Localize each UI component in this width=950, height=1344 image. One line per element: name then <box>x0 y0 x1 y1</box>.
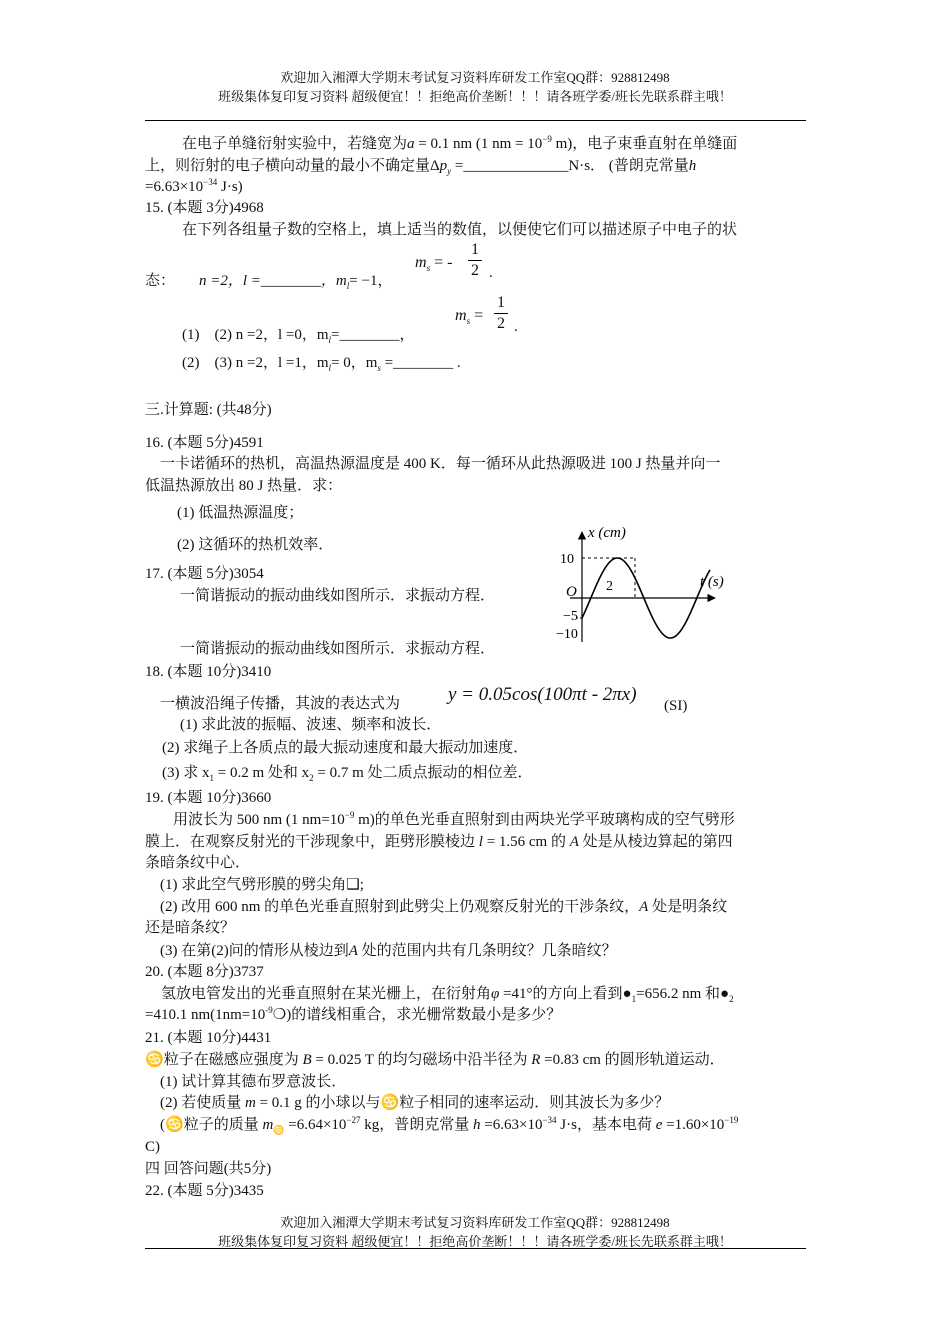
footer-line-1: 欢迎加入湘潭大学期末考试复习资料库研发工作室QQ群：928812498 <box>280 1215 670 1230</box>
q16-part-1: (1) 低温热源温度； <box>177 505 304 521</box>
q20-line-2: =410.1 $nm(1nm=10^{-9}❍)$的谱线相重合，求光栅常数最小是多少？ <box>145 1005 562 1023</box>
q15-row-2: (1) (2) n =2，l =0，$m_l=\_\_\_\_\_\_\_\_$， <box>182 327 415 345</box>
q15-intro: 在下列各组量子数的空格上，填上适当的数值，以便使它们可以描述原子中电子的状 <box>182 222 738 238</box>
q22-title: 22. (本题 5分)3435 <box>145 1183 264 1199</box>
q16-title: 16. (本题 5分)4591 <box>145 435 264 451</box>
q20-line-1: 氢放电管发出的光垂直照射在某光栅上，在衍射角φ =41°的方向上看到$●_1=656.2$ nm 和$●_2$ <box>161 986 734 1004</box>
section-3-title: 三.计算题: (共48分) <box>145 402 272 418</box>
q20-title: 20. (本题 8分)3737 <box>145 964 264 980</box>
q19-line-3: 条暗条纹中心． <box>145 855 251 871</box>
q17-line-1: 一简谐振动的振动曲线如图所示．求振动方程． <box>180 588 496 604</box>
q21-part-1: (1) 试计算其德布罗意波长． <box>160 1074 347 1090</box>
q16-line-2: 低温热源放出 80 J 热量．求： <box>145 478 343 494</box>
q21-part-3: (♋粒子的质量 $m_♋ =6.64\times 10^{-27}$ kg，普朗克常量 $h =6.63\times 10^{-34}$ J·s，基本电荷 $e =1.60\times 10^{-19}$ <box>160 1115 739 1135</box>
q21-line-1: ♋粒子在磁感应强度为 B = 0.025 T 的均匀磁场中沿半径为 R =0.83 cm 的圆形轨道运动． <box>145 1052 725 1068</box>
q19-title: 19. (本题 10分)3660 <box>145 790 272 806</box>
q18-formula: y = 0.05cos(100πt - 2πx) <box>448 684 637 705</box>
header-divider <box>145 120 806 121</box>
q17-line-2: 一简谐振动的振动曲线如图所示．求振动方程． <box>180 641 496 657</box>
q18-si: (SI) <box>664 698 688 714</box>
y-axis-label: x (cm) <box>588 525 626 541</box>
q18-part-1: (1) 求此波的振幅、波速、频率和波长． <box>180 717 442 733</box>
q19-part-1: (1) 求此空气劈形膜的劈尖角❑; <box>160 877 364 893</box>
q15-ms-1: $m_s$ = - <box>415 254 453 274</box>
q14-line-2: 上，则衍射的电子横向动量的最小不确定量$\Delta p_y$ =______________N·s． (普朗克常量h <box>145 158 697 176</box>
footer-line-2: 班级集体复印复习资料 超级便宜！！拒绝高价垄断！！！请各班学委/班长先联系群主哦！ <box>218 1234 732 1249</box>
q18-intro: 一横波沿绳子传播，其波的表达式为 <box>160 696 401 712</box>
x-axis-label: t (s) <box>700 574 724 590</box>
q19-line-2: 膜上．在观察反射光的干涉现象中，距劈形膜棱边 l = 1.56 cm 的 A 处是从棱边算起的第四 <box>145 834 733 850</box>
footer-divider <box>145 1248 806 1249</box>
q15-dot-2: . <box>514 319 518 335</box>
q18-part-2: (2) 求绳子上各质点的最大振动速度和最大振动加速度． <box>162 740 529 756</box>
tick-10: 10 <box>560 552 574 567</box>
header-line-1: 欢迎加入湘潭大学期末考试复习资料库研发工作室QQ群：928812498 <box>280 70 670 85</box>
header-line-2: 班级集体复印复习资料 超级便宜！！拒绝高价垄断！！！请各班学委/班长先联系群主哦！ <box>218 89 732 104</box>
q14-line-3: $=6.63\times 10^{-34}$ J·s) <box>145 177 243 195</box>
q15-half-1: $\frac{1}{2}$ <box>468 240 482 281</box>
q15-ms-2: $m_s$ = <box>455 307 484 327</box>
q21-part-2: (2) 若使质量 m = 0.1 g 的小球以与♋粒子相同的速率运动．则其波长为多少？ <box>160 1095 670 1111</box>
q16-part-2: (2) 这循环的热机效率． <box>177 537 334 553</box>
q15-title: 15. (本题 3分)4968 <box>145 200 264 216</box>
q17-title: 17. (本题 5分)3054 <box>145 566 264 582</box>
oscillation-graph <box>550 520 735 645</box>
section-4-title: 四 回答问题(共5分) <box>145 1161 272 1177</box>
q14-line-1: 在电子单缝衍射实验中，若缝宽为a = 0.1 nm (1 nm = $10^{-9}$ m)，电子束垂直射在单缝面 <box>182 134 738 152</box>
tick-t2: 2 <box>606 579 613 594</box>
q21-part-3-end: C) <box>145 1139 160 1155</box>
q15-row-1: 态： n =2，l =________，$m_l= -1$， <box>145 273 393 291</box>
q19-line-1: 用波长为 500 nm (1 $nm=10^{-9}$ m)的单色光垂直照射到由两块光学平玻璃构成的空气劈形 <box>173 810 735 828</box>
q15-half-2: $\frac{1}{2}$ <box>494 293 508 334</box>
tick-minus-10: −10 <box>556 627 578 642</box>
q19-part-2-cont: 还是暗条纹？ <box>145 920 236 936</box>
q19-part-3: (3) 在第(2)问的情形从棱边到A 处的范围内共有几条明纹？几条暗纹？ <box>160 943 617 959</box>
q16-line-1: 一卡诺循环的热机，高温热源温度是 400 K．每一循环从此热源吸进 100 J 热量并向一 <box>160 456 721 472</box>
tick-minus-5: −5 <box>563 609 578 624</box>
origin-label: O <box>566 584 577 600</box>
q19-part-2: (2) 改用 600 nm 的单色光垂直照射到此劈尖上仍观察反射光的干涉条纹，A 处是明条纹 <box>160 899 728 915</box>
q21-title: 21. (本题 10分)4431 <box>145 1030 272 1046</box>
q15-row-3: (2) (3) n =2，l =1，$m_l= 0$，$m_s$ =________ . <box>182 355 461 373</box>
q18-title: 18. (本题 10分)3410 <box>145 664 272 680</box>
q18-part-3: (3) 求 $x_1 = 0.2$ m 处和 $x_2 = 0.7$ m 处二质点振动的相位差． <box>162 765 533 783</box>
q15-dot-1: . <box>489 265 493 281</box>
